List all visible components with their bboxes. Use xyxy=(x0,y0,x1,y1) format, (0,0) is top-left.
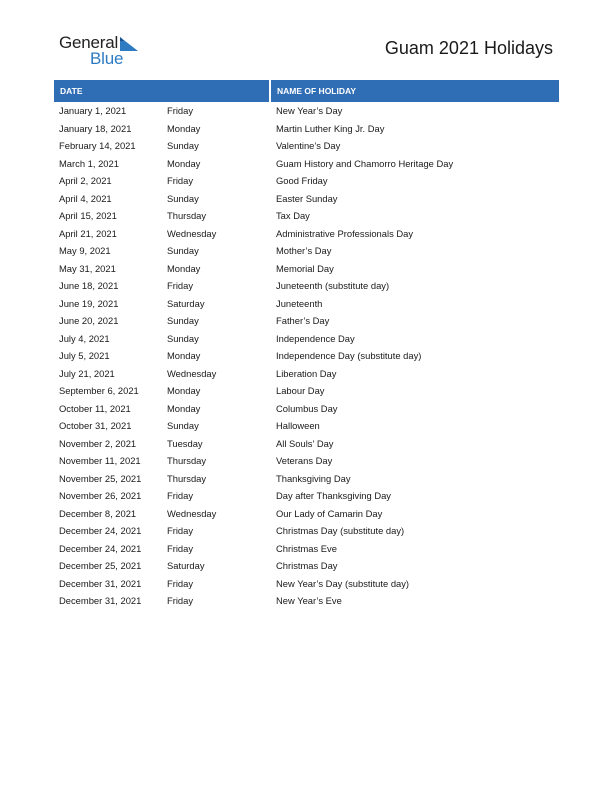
holiday-weekday: Sunday xyxy=(167,192,199,204)
holiday-name: Day after Thanksgiving Day xyxy=(276,490,391,502)
holiday-date: November 25, 2021 xyxy=(59,472,142,484)
page-title: Guam 2021 Holidays xyxy=(384,38,553,58)
table-row xyxy=(54,505,559,523)
table-row xyxy=(54,557,559,575)
holiday-name: Administrative Professionals Day xyxy=(276,227,414,239)
table-row xyxy=(54,592,559,610)
table-row xyxy=(54,417,559,435)
holiday-date: September 6, 2021 xyxy=(59,385,139,397)
holiday-name: Memorial Day xyxy=(276,262,334,274)
holiday-date: July 4, 2021 xyxy=(59,332,110,344)
holiday-date: January 18, 2021 xyxy=(59,122,132,134)
table-row xyxy=(54,260,559,278)
table-row xyxy=(54,295,559,313)
holiday-name: Good Friday xyxy=(276,175,328,187)
holiday-name: Guam History and Chamorro Heritage Day xyxy=(276,157,454,169)
table-row xyxy=(54,277,559,295)
holiday-table xyxy=(54,80,559,610)
table-row xyxy=(54,225,559,243)
table-row xyxy=(54,102,559,120)
holiday-date: December 8, 2021 xyxy=(59,507,137,519)
table-row xyxy=(54,382,559,400)
holiday-date: December 31, 2021 xyxy=(59,577,142,589)
holiday-date: January 1, 2021 xyxy=(59,105,127,117)
holiday-weekday: Friday xyxy=(167,175,194,187)
holiday-name: Columbus Day xyxy=(276,402,338,414)
holiday-name: Valentine’s Day xyxy=(276,140,341,152)
holiday-name: Labour Day xyxy=(276,385,325,397)
holiday-name: Halloween xyxy=(276,420,320,432)
holiday-weekday: Sunday xyxy=(167,420,199,432)
holiday-weekday: Wednesday xyxy=(167,227,217,239)
logo-text-blue: Blue xyxy=(90,49,124,68)
table-row xyxy=(54,190,559,208)
holiday-weekday: Sunday xyxy=(167,245,199,257)
holiday-name: New Year’s Eve xyxy=(276,595,342,607)
holiday-weekday: Friday xyxy=(167,577,194,589)
holiday-date: June 19, 2021 xyxy=(59,297,119,309)
holiday-date: April 21, 2021 xyxy=(59,227,117,239)
holiday-name: Mother’s Day xyxy=(276,245,332,257)
holiday-date: November 2, 2021 xyxy=(59,437,137,449)
holiday-name: Father’s Day xyxy=(276,315,330,327)
holiday-weekday: Wednesday xyxy=(167,367,217,379)
holiday-weekday: Sunday xyxy=(167,332,199,344)
holiday-weekday: Tuesday xyxy=(167,437,203,449)
table-row xyxy=(54,137,559,155)
holiday-weekday: Monday xyxy=(167,402,201,414)
holiday-date: June 20, 2021 xyxy=(59,315,119,327)
holiday-weekday: Monday xyxy=(167,157,201,169)
holiday-weekday: Saturday xyxy=(167,560,205,572)
holiday-weekday: Friday xyxy=(167,105,194,117)
table-row xyxy=(54,365,559,383)
holiday-weekday: Wednesday xyxy=(167,507,217,519)
holiday-date: April 15, 2021 xyxy=(59,210,117,222)
table-row xyxy=(54,487,559,505)
table-row xyxy=(54,347,559,365)
table-header xyxy=(54,80,559,102)
holiday-weekday: Sunday xyxy=(167,315,199,327)
brand-logo xyxy=(59,33,149,69)
holiday-weekday: Monday xyxy=(167,385,201,397)
holiday-date: April 4, 2021 xyxy=(59,192,112,204)
holiday-weekday: Friday xyxy=(167,490,194,502)
table-row xyxy=(54,452,559,470)
holiday-name: Tax Day xyxy=(276,210,310,222)
column-header-name: NAME OF HOLIDAY xyxy=(271,80,559,102)
logo-text-general: General xyxy=(59,33,119,52)
holiday-date: February 14, 2021 xyxy=(59,140,136,152)
holiday-name: Liberation Day xyxy=(276,367,337,379)
holiday-name: Thanksgiving Day xyxy=(276,472,351,484)
holiday-weekday: Friday xyxy=(167,595,194,607)
holiday-date: July 21, 2021 xyxy=(59,367,115,379)
table-body xyxy=(54,102,559,610)
holiday-weekday: Monday xyxy=(167,350,201,362)
holiday-name: Martin Luther King Jr. Day xyxy=(276,122,385,134)
table-row xyxy=(54,207,559,225)
holiday-name: Independence Day xyxy=(276,332,355,344)
holiday-name: Independence Day (substitute day) xyxy=(276,350,422,362)
holiday-date: December 25, 2021 xyxy=(59,560,142,572)
holiday-weekday: Sunday xyxy=(167,140,199,152)
table-row xyxy=(54,242,559,260)
holiday-name: New Year’s Day xyxy=(276,105,343,117)
holiday-date: October 31, 2021 xyxy=(59,420,132,432)
holiday-weekday: Thursday xyxy=(167,472,207,484)
holiday-weekday: Friday xyxy=(167,280,194,292)
holiday-date: November 11, 2021 xyxy=(59,455,141,467)
holiday-date: December 31, 2021 xyxy=(59,595,142,607)
holiday-date: December 24, 2021 xyxy=(59,525,142,537)
table-row xyxy=(54,575,559,593)
table-row xyxy=(54,172,559,190)
holiday-date: October 11, 2021 xyxy=(59,402,131,414)
holiday-date: March 1, 2021 xyxy=(59,157,119,169)
holiday-name: Veterans Day xyxy=(276,455,333,467)
holiday-weekday: Thursday xyxy=(167,210,207,222)
table-row xyxy=(54,155,559,173)
holiday-name: Christmas Day xyxy=(276,560,338,572)
holiday-name: Easter Sunday xyxy=(276,192,338,204)
holiday-name: Our Lady of Camarin Day xyxy=(276,507,383,519)
holiday-name: Juneteenth (substitute day) xyxy=(276,280,390,292)
holiday-date: April 2, 2021 xyxy=(59,175,112,187)
holiday-name: Juneteenth xyxy=(276,297,323,309)
holiday-date: June 18, 2021 xyxy=(59,280,119,292)
column-header-date: DATE xyxy=(54,80,269,102)
holiday-name: Christmas Eve xyxy=(276,542,337,554)
table-row xyxy=(54,400,559,418)
holiday-name: Christmas Day (substitute day) xyxy=(276,525,405,537)
holiday-weekday: Friday xyxy=(167,525,194,537)
table-row xyxy=(54,312,559,330)
holiday-date: November 26, 2021 xyxy=(59,490,142,502)
holiday-weekday: Friday xyxy=(167,542,194,554)
holiday-date: May 9, 2021 xyxy=(59,245,111,257)
table-row xyxy=(54,330,559,348)
holiday-name: New Year’s Day (substitute day) xyxy=(276,577,410,589)
holiday-date: May 31, 2021 xyxy=(59,262,116,274)
holiday-date: July 5, 2021 xyxy=(59,350,110,362)
table-row xyxy=(54,435,559,453)
holiday-name: All Souls’ Day xyxy=(276,437,334,449)
holiday-date: December 24, 2021 xyxy=(59,542,142,554)
holiday-weekday: Monday xyxy=(167,122,201,134)
table-row xyxy=(54,522,559,540)
table-row xyxy=(54,120,559,138)
holiday-weekday: Monday xyxy=(167,262,201,274)
table-row xyxy=(54,470,559,488)
table-row xyxy=(54,540,559,558)
holiday-weekday: Thursday xyxy=(167,455,207,467)
holiday-weekday: Saturday xyxy=(167,297,205,309)
